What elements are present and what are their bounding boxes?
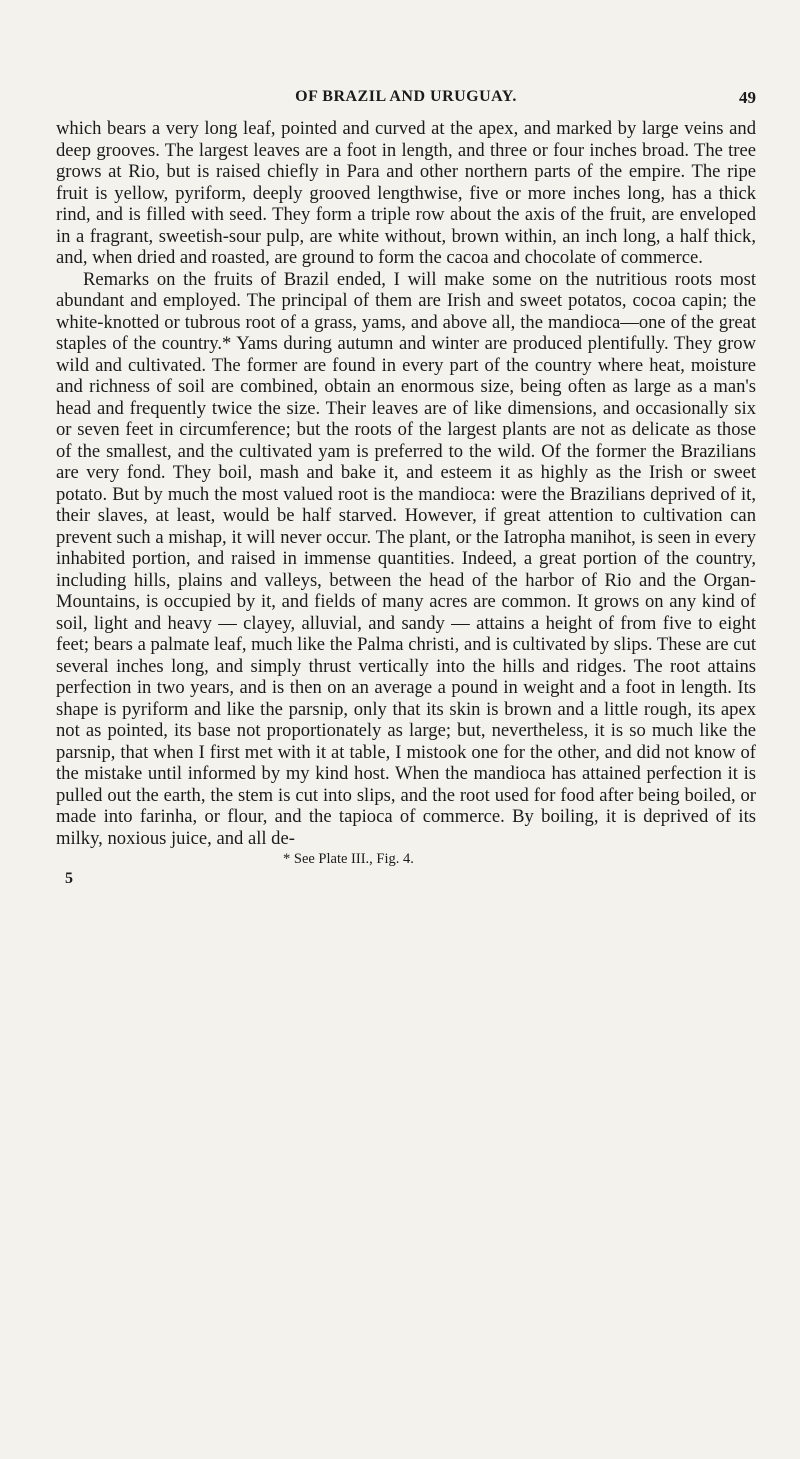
running-head xyxy=(56,88,756,118)
signature-mark: 5 xyxy=(65,870,73,887)
paragraph-cacao: which bears a very long leaf, pointed and curved at the apex, and marked by large veins and deep grooves. The largest leaves are a foot in length, and three or four inches broad. The tree grows at Rio, but is raised chiefly in Para and other northern parts of the empire. The ripe fruit is yellow, pyriform, deeply grooved lengthwise, five or more inches long, has a thick rind, and is filled with seed. They form a triple row about the axis of the fruit, are enveloped in a fragrant, sweetish-sour pulp, are white without, brown within, an inch long, a half thick, and, when dried and roasted, are ground to form the cacoa and chocolate of commerce. xyxy=(56,118,756,268)
page-number: 49 xyxy=(739,88,756,107)
paragraph-roots: Remarks on the fruits of Brazil ended, I will make some on the nutritious roots most abundant and employed. The principal of them are Irish and sweet potatos, cocoa capin; the white-knotted or tubrous root of a grass, yams, and above all, the mandioca—one of the great staples of the country.* Yams during autumn and winter are produced plentifully. They grow wild and cultivated. The former are found in every part of the country where heat, moisture and richness of soil are combined, obtain an enormous size, being often as large as a man's head and frequently twice the size. Their leaves are of like dimensions, and occasionally six or seven feet in circumference; but the roots of the largest plants are not as delicate as those of the smallest, and the cultivated yam is preferred to the wild. Of the former the Brazilians are very fond. They boil, mash and bake it, and esteem it as highly as the Irish or sweet potato. But by much the most valued root is the mandioca: were the Brazilians deprived of it, their slaves, at least, would be half starved. However, if great attention to cultivation can prevent such a mishap, it will never occur. The plant, or the Iatropha manihot, is seen in every inhabited portion, and raised in immense quantities. Indeed, a great portion of the country, including hills, plains and valleys, between the head of the harbor of Rio and the Organ-Mountains, is occupied by it, and fields of many acres are common. It grows on any kind of soil, light and heavy — clayey, alluvial, and sandy — attains a height of from five to eight feet; bears a palmate leaf, much like the Palma christi, and is cultivated by slips. These are cut several inches long, and simply thrust vertically into the hills and ridges. The root attains perfection in two years, and is then on an average a pound in weight and a foot in length. Its shape is pyriform and like the parsnip, only that its skin is brown and a little rough, its apex not as pointed, its base not proportionately as large; but, nevertheless, it is so much like the parsnip, that when I first met with it at table, I mistook one for the other, and did not know of the mistake until informed by my kind host. When the mandioca has attained perfection it is pulled out the earth, the stem is cut into slips, and the root used for food after being boiled, or made into farinha, or flour, and the tapioca of commerce. By boiling, it is deprived of its milky, noxious juice, and all de- xyxy=(56,268,756,849)
book-page xyxy=(56,0,756,1459)
body-text xyxy=(56,118,756,849)
footnote: * See Plate III., Fig. 4. xyxy=(283,851,414,867)
running-title: OF BRAZIL AND URUGUAY. xyxy=(295,88,517,105)
